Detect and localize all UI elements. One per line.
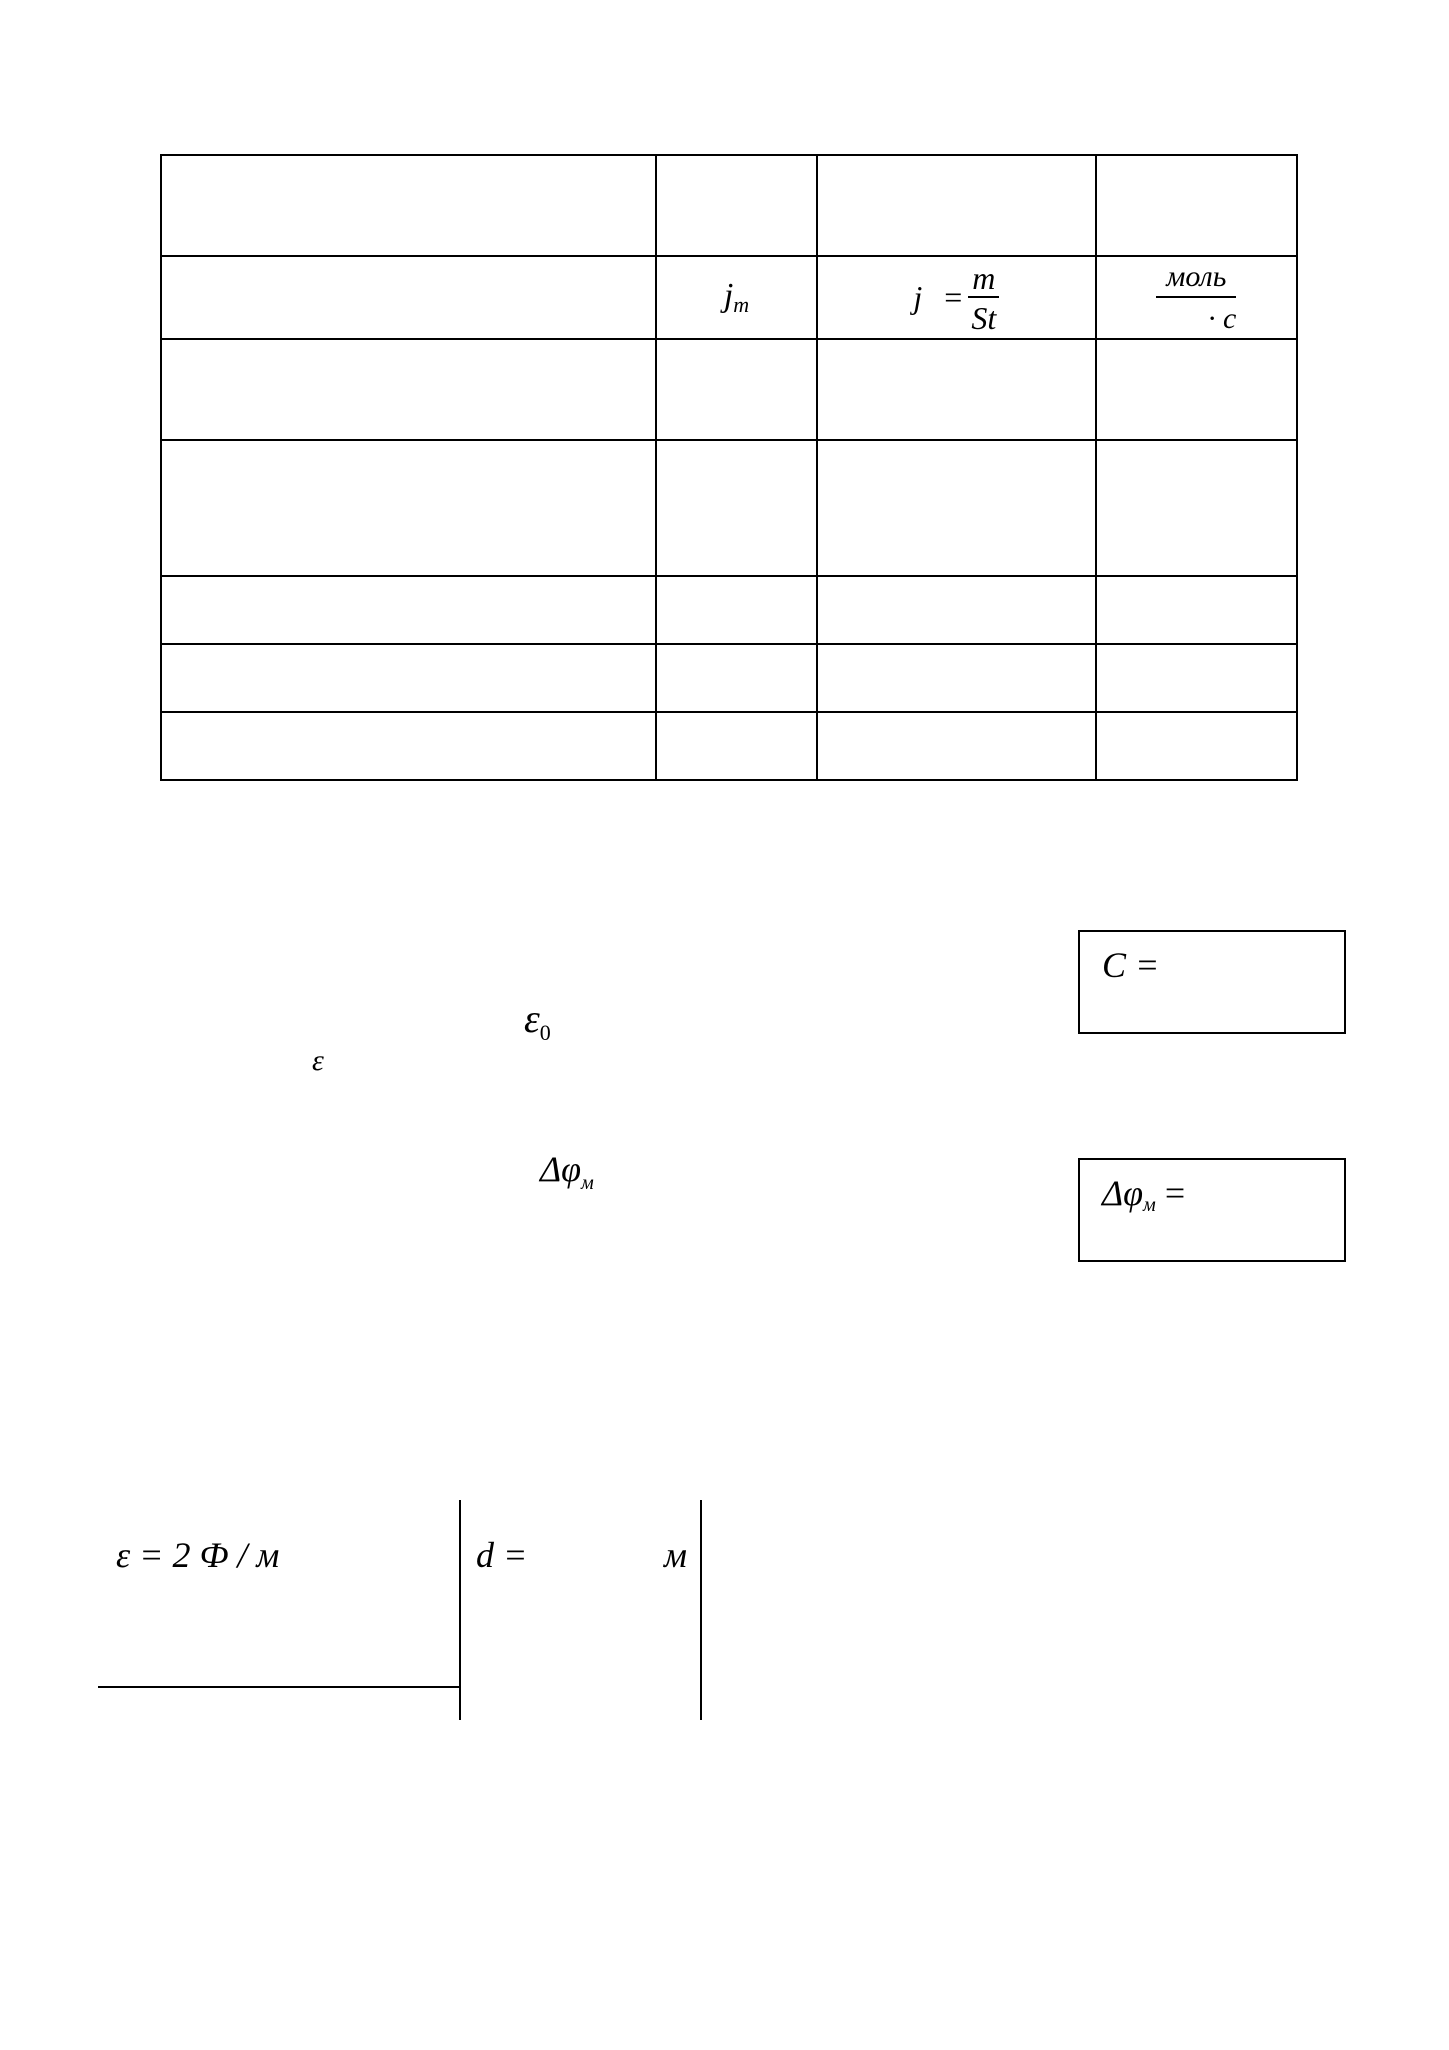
table-cell — [1096, 440, 1297, 576]
table-cell — [1096, 576, 1297, 644]
capacitance-label: C = — [1102, 945, 1160, 985]
table-cell — [817, 712, 1095, 780]
permittivity-given: ε = 2 Ф / м — [116, 1535, 280, 1575]
table-cell — [161, 644, 656, 712]
table-row — [161, 644, 1297, 712]
table-cell — [161, 712, 656, 780]
table-cell — [817, 339, 1095, 440]
table-cell — [656, 155, 817, 256]
table-cell — [1096, 155, 1297, 256]
table-cell — [817, 576, 1095, 644]
flux-formula: j = $\frac{m}{St}$ — [913, 262, 999, 334]
table-cell — [161, 576, 656, 644]
table-cell — [161, 256, 656, 339]
table-cell — [656, 576, 817, 644]
table-cell — [161, 339, 656, 440]
formula-denominator: St — [971, 299, 997, 336]
table-row — [161, 256, 1297, 339]
table-cell — [656, 339, 817, 440]
potential-drop-label: $\Delta\varphi_м$ = — [1102, 1173, 1186, 1216]
table-cell — [656, 256, 817, 339]
table-row — [161, 712, 1297, 780]
potential-drop-answer-box — [1078, 1158, 1346, 1262]
table-cell — [656, 440, 817, 576]
table-cell — [1096, 644, 1297, 712]
table-cell — [1096, 256, 1297, 339]
unit-numerator: моль — [1156, 262, 1236, 298]
table-cell — [1096, 712, 1297, 780]
unit-fraction — [1156, 259, 1237, 335]
table-cell — [161, 155, 656, 256]
formula-numerator: m — [968, 262, 999, 298]
jm-symbol: $j_m$ — [723, 277, 750, 317]
table-cell — [1096, 339, 1297, 440]
table-cell — [817, 256, 1095, 339]
table-row — [161, 155, 1297, 256]
table-cell — [817, 644, 1095, 712]
table-cell — [817, 440, 1095, 576]
unit-denominator: · c — [1207, 301, 1237, 335]
epsilon-symbol: ε — [312, 1044, 324, 1077]
table-cell — [817, 155, 1095, 256]
epsilon-zero-symbol: $\varepsilon_0$ — [524, 996, 551, 1045]
capacitance-answer-box — [1078, 930, 1346, 1034]
table-row — [161, 440, 1297, 576]
thickness-unit: м — [664, 1535, 687, 1575]
thickness-label: d = — [476, 1535, 528, 1575]
given-divider — [459, 1500, 461, 1720]
results-table — [160, 154, 1298, 781]
delta-phi-symbol: $\Delta\varphi_м$ — [540, 1149, 594, 1194]
given-underline — [98, 1686, 460, 1688]
table-cell — [161, 440, 656, 576]
table-row — [161, 339, 1297, 440]
table-cell — [656, 644, 817, 712]
answer-divider — [700, 1500, 702, 1720]
table-cell — [656, 712, 817, 780]
table-row — [161, 576, 1297, 644]
